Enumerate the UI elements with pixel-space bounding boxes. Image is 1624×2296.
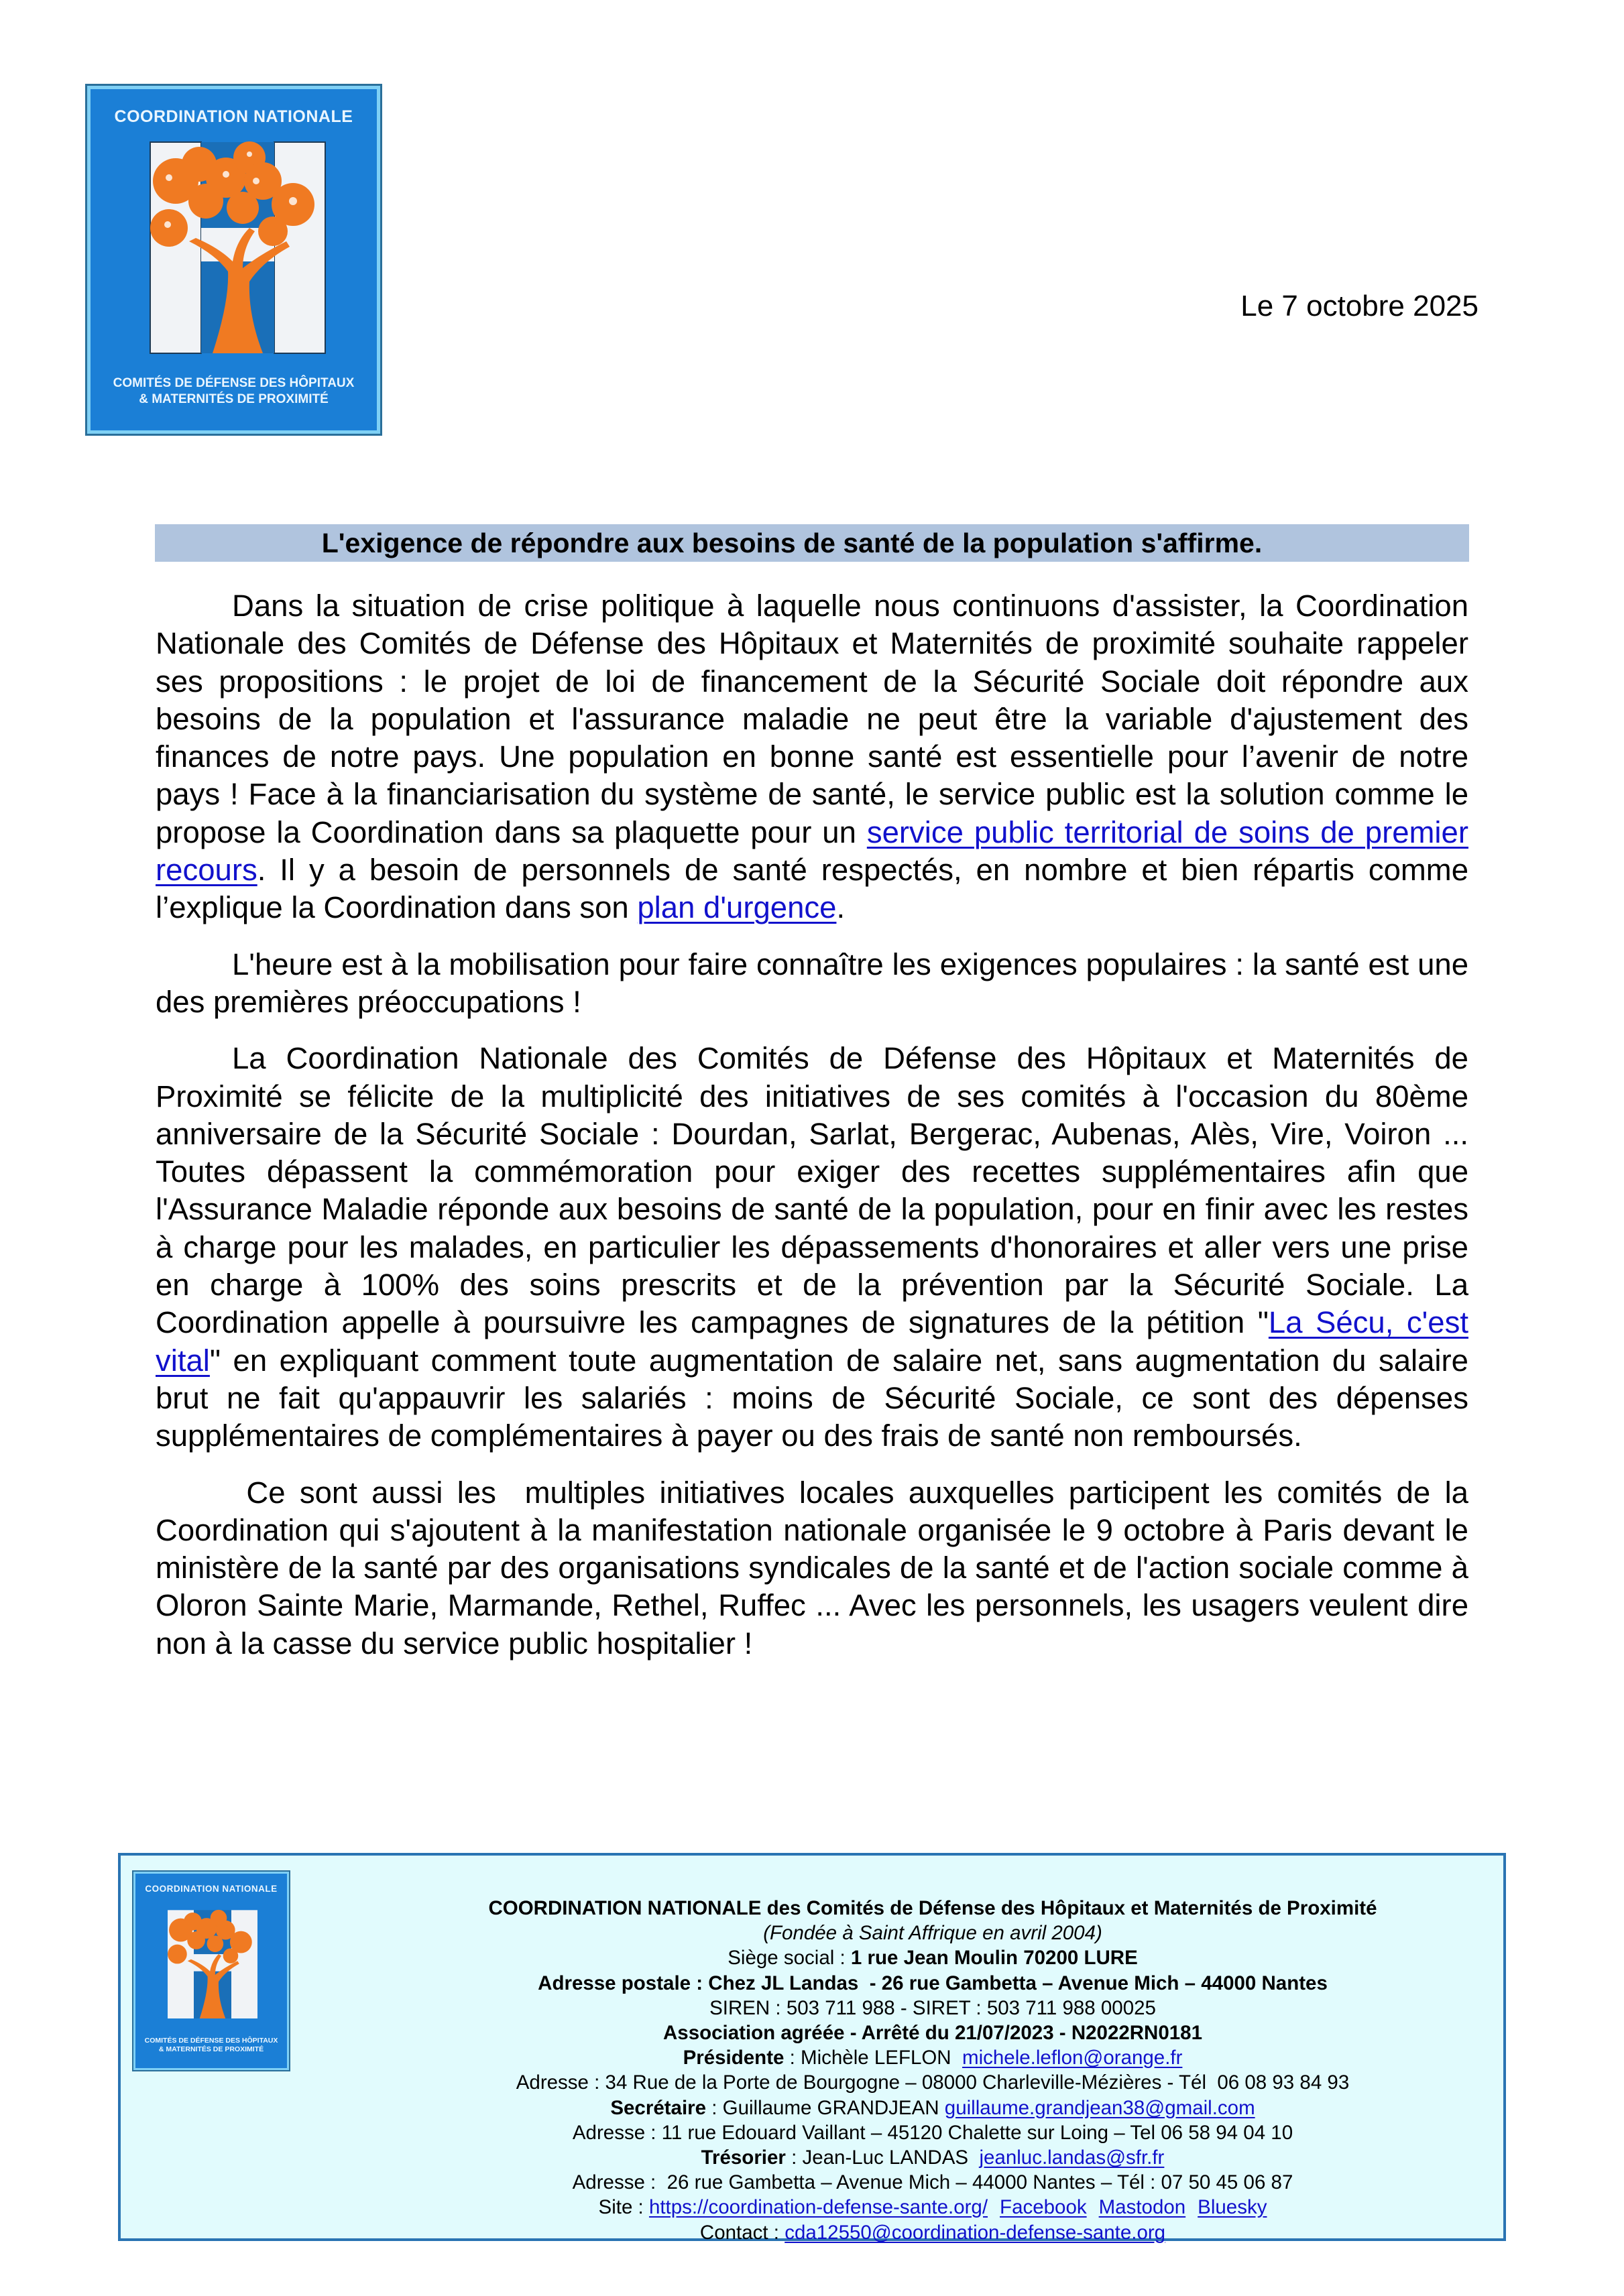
- organization-logo: [85, 84, 382, 436]
- footer-site-label: Site :: [598, 2196, 649, 2219]
- footer-treasurer-email-link[interactable]: jeanluc.landas@sfr.fr: [979, 2147, 1165, 2169]
- footer-siege-label: Siège social :: [728, 1947, 851, 1970]
- footer-org-line: [402, 1896, 1463, 1921]
- logo-bottom-line-2: & MATERNITÉS DE PROXIMITÉ: [139, 391, 329, 406]
- footer-siren-line: SIREN : 503 711 988 - SIRET : 503 711 988 00025: [709, 1996, 1156, 2019]
- footer-org-rest: des Comités de Défense des Hôpitaux et Maternités de Proximité: [761, 1897, 1377, 1919]
- footer-site-link[interactable]: https://coordination-defense-sante.org/: [648, 2196, 988, 2219]
- footer-founded-line: [402, 1921, 1463, 1945]
- footer-postal: Adresse postale : Chez JL Landas - 26 rue Gambetta – Avenue Mich – 44000 Nantes: [538, 1972, 1328, 1994]
- footer-secretary-name: : Guillaume GRANDJEAN: [706, 2096, 945, 2119]
- tree-hospital-icon: [149, 141, 327, 362]
- footer-org-name: COORDINATION NATIONALE: [488, 1897, 762, 1919]
- logo-top-text: COORDINATION NATIONALE: [114, 107, 353, 126]
- footer-president-label: Présidente: [683, 2047, 785, 2069]
- footer-bluesky-link[interactable]: Bluesky: [1198, 2196, 1267, 2219]
- footer-site-line: [402, 2195, 1463, 2220]
- footer-logo-bottom-line-1: COMITÉS DE DÉFENSE DES HÔPITAUX: [144, 2037, 278, 2045]
- document-title: L'exigence de répondre aux besoins de santé de la population s'affirme.: [321, 528, 1263, 558]
- title-banner: [155, 524, 1469, 562]
- footer-text: [402, 1896, 1463, 2245]
- paragraph-3: [156, 1040, 1468, 1455]
- footer-secretary-address: Adresse : 11 rue Edouard Vaillant – 45120 Chalette sur Loing – Tel 06 58 94 04 10: [572, 2121, 1293, 2144]
- footer-president-name: : Michèle LEFLON: [784, 2047, 963, 2069]
- document-body: [156, 587, 1477, 1681]
- footer-siege-line: [402, 1945, 1463, 1970]
- footer-secretary-email-link[interactable]: guillaume.grandjean38@gmail.com: [944, 2096, 1255, 2119]
- footer-logo-top-text: COORDINATION NATIONALE: [145, 1884, 278, 1894]
- footer-founded: (Fondée à Saint Affrique en avril 2004): [763, 1922, 1102, 1945]
- footer-treasurer-name: : Jean-Luc LANDAS: [785, 2147, 980, 2169]
- footer-treasurer-label: Trésorier: [701, 2147, 786, 2169]
- footer-agreement: Association agréée - Arrêté du 21/07/2023 - N2022RN0181: [662, 2022, 1202, 2045]
- footer-mastodon-link[interactable]: Mastodon: [1098, 2196, 1186, 2219]
- paragraph-3-text-b: " en expliquant comment toute augmentation de salaire net, sans augmentation du salaire brut ne fait qu'appauvrir les salariés : moins de Sécurité Sociale, ce sont des dépenses supplémentaires de complémentaires à payer ou des frais de santé non remboursés.: [156, 1343, 1468, 1453]
- footer-logo-bottom-line-2: & MATERNITÉS DE PROXIMITÉ: [158, 2045, 264, 2054]
- link-petition-secu-vital[interactable]: La Sécu, c'est vital: [156, 1305, 1468, 1378]
- paragraph-1-text-a: Dans la situation de crise politique à laquelle nous continuons d'assister, la Coordination Nationale des Comités de Défense des Hôpitaux et Maternités de proximité souhaite rappeler ses propositions : le projet de loi de financement de la Sécurité Sociale doit répondre aux besoins de la population et l'assurance maladie ne peut être la variable d'ajustement des finances de notre pays. Une population en bonne santé est essentielle pour l’avenir de notre pays ! Face à la financiarisation du système de santé, le service public est la solution comme le propose la Coordination dans sa plaquette pour un: [156, 589, 1468, 849]
- footer-secretary-label: Secrétaire: [610, 2096, 707, 2119]
- footer-president-line: [402, 2045, 1463, 2070]
- paragraph-1-text-b: . Il y a besoin de personnels de santé respectés, en nombre et bien répartis comme l’explique la Coordination dans son: [156, 853, 1468, 925]
- logo-bottom-text: [87, 375, 380, 408]
- paragraph-2: L'heure est à la mobilisation pour faire connaître les exigences populaires : la santé est une des premières préoccupations !: [156, 947, 1468, 1019]
- logo-bottom-line-1: COMITÉS DE DÉFENSE DES HÔPITAUX: [113, 376, 355, 390]
- paragraph-4: Ce sont aussi les multiples initiatives locales auxquelles participent les comités de la Coordination qui s'ajoutent à la manifestation nationale organisée le 9 octobre à Paris devant le ministère de la santé par des organisations syndicales de la santé et de l'action sociale comme à Oloron Sainte Marie, Marmande, Rethel, Ruffec ... Avec les personnels, les usagers veulent dire non à la casse du service public hospitalier !: [156, 1475, 1477, 1660]
- paragraph-3-text-a: La Coordination Nationale des Comités de Défense des Hôpitaux et Maternités de Proximité se félicite de la multiplicité des initiatives de ses comités à l'occasion du 80ème anniversaire de la Sécurité Sociale : Dourdan, Sarlat, Bergerac, Aubenas, Alès, Vire, Voiron ... Toutes dépassent la commémoration pour exiger des recettes supplémentaires afin que l'Assurance Maladie réponde aux besoins de santé de la population, pour en finir avec les restes à charge pour les malades, en particulier les dépassements d'honoraires et aller vers une prise en charge à 100% des soins prescrits et de la prévention par la Sécurité Sociale. La Coordination appelle à poursuivre les campagnes de signatures de la pétition ": [156, 1041, 1468, 1340]
- footer-treasurer-line: [402, 2145, 1463, 2170]
- footer-siege-value: 1 rue Jean Moulin 70200 LURE: [850, 1947, 1138, 1970]
- footer-agreement-line: [402, 2020, 1463, 2045]
- footer-secretary-line: [402, 2096, 1463, 2120]
- footer-facebook-link[interactable]: Facebook: [1000, 2196, 1087, 2219]
- paragraph-1-text-c: .: [836, 890, 846, 925]
- link-service-public-territorial[interactable]: service public territorial de soins de premier recours: [156, 814, 1468, 888]
- footer-president-email-link[interactable]: michele.leflon@orange.fr: [962, 2047, 1183, 2069]
- footer-treasurer-address: Adresse : 26 rue Gambetta – Avenue Mich – 44000 Nantes – Tél : 07 50 45 06 87: [572, 2171, 1293, 2194]
- footer-contact-email-link[interactable]: cda12550@coordination-defense-sante.org: [785, 2221, 1166, 2244]
- paragraph-1: [156, 587, 1468, 927]
- footer-president-address: Adresse : 34 Rue de la Porte de Bourgogne – 08000 Charleville-Mézières - Tél 06 08 93 84 93: [516, 2071, 1350, 2094]
- footer-contact-label: Contact :: [699, 2221, 785, 2244]
- link-plan-urgence[interactable]: plan d'urgence: [637, 890, 837, 925]
- footer-content: [118, 1853, 1506, 2244]
- footer-postal-line: [402, 1971, 1463, 1996]
- letter-date: Le 7 octobre 2025: [1240, 290, 1478, 322]
- footer-contact-line: [402, 2220, 1463, 2245]
